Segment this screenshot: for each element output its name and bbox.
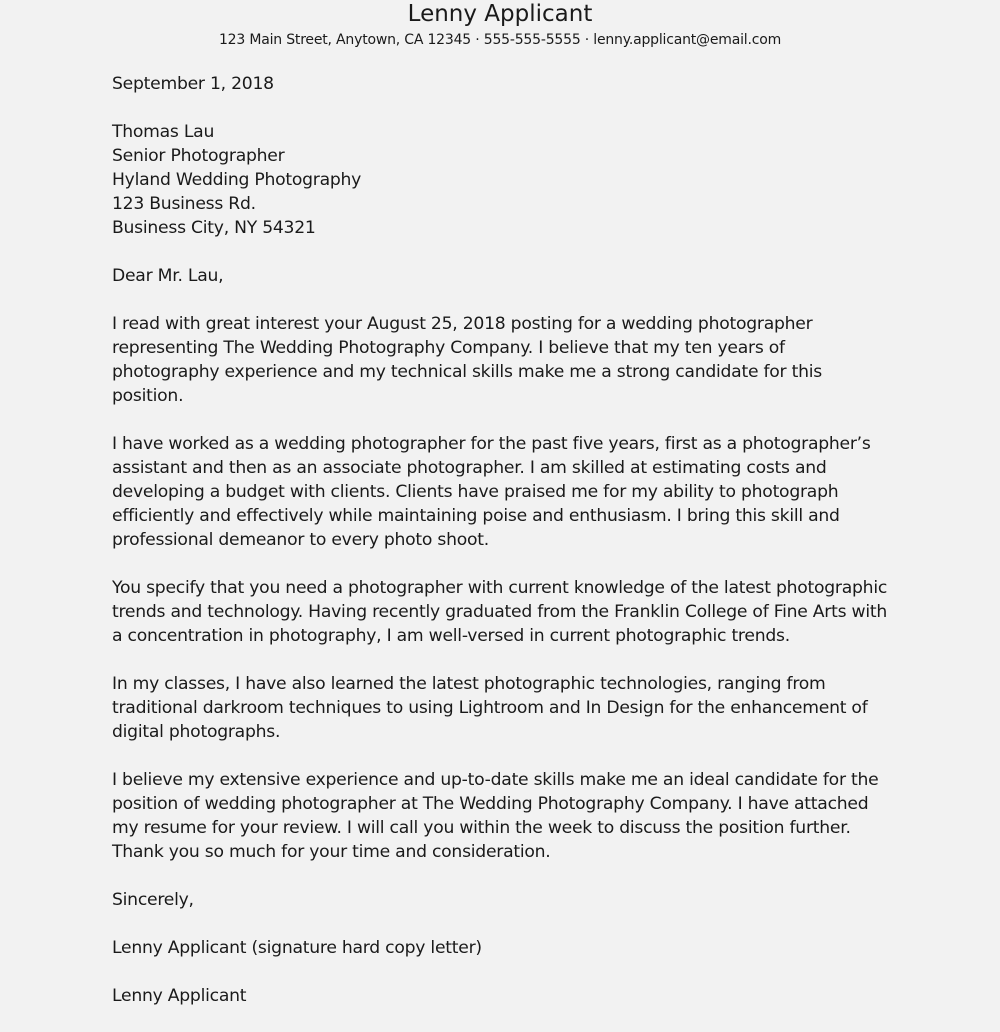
salutation: Dear Mr. Lau, xyxy=(112,266,224,286)
recipient-title: Senior Photographer xyxy=(112,146,285,166)
body-paragraph-2: I have worked as a wedding photographer for the past five years, first as a photographer’s assistant and then as an associate photographer. I am skilled at estimating costs and developing a budget with clients. Clients have praised me for my ability to photograph efficiently and effectively while maintaining poise and enthusiasm. I bring this skill and professional demeanor to every photo shoot. xyxy=(112,434,871,550)
typed-name: Lenny Applicant xyxy=(112,986,247,1006)
sender-name: Lenny Applicant xyxy=(407,1,593,27)
recipient-company: Hyland Wedding Photography xyxy=(112,170,362,190)
closing: Sincerely, xyxy=(112,890,194,910)
recipient-name: Thomas Lau xyxy=(112,122,215,142)
body-paragraph-5: I believe my extensive experience and up-to-date skills make me an ideal candidate for the position of wedding photographer at The Wedding Photography Company. I have attached my resume for your review. I will call you within the week to discuss the position further. Thank you so much for your time and consideration. xyxy=(112,770,879,862)
body-paragraph-4: In my classes, I have also learned the latest photographic technologies, ranging from traditional darkroom techniques to using Lightroom and In Design for the enhancement of digital photographs. xyxy=(112,674,868,742)
recipient-street: 123 Business Rd. xyxy=(112,194,256,214)
body-paragraph-1: I read with great interest your August 25, 2018 posting for a wedding photographer representing The Wedding Photography Company. I believe that my ten years of photography experience and my technical skills make me a strong candidate for this position. xyxy=(112,314,822,406)
signature-note: Lenny Applicant (signature hard copy letter) xyxy=(112,938,482,958)
body-paragraph-3: You specify that you need a photographer with current knowledge of the latest photographic trends and technology. Having recently graduated from the Franklin College of Fine Arts with a concentration in photography, I am well-versed in current photographic trends. xyxy=(112,578,888,646)
letter-body xyxy=(112,72,892,1032)
sender-contact-line: 123 Main Street, Anytown, CA 12345 · 555-555-5555 · lenny.applicant@email.com xyxy=(218,32,782,48)
letter-header xyxy=(0,0,1000,51)
recipient-address-block xyxy=(112,120,892,240)
letter-date: September 1, 2018 xyxy=(112,74,274,94)
recipient-city: Business City, NY 54321 xyxy=(112,218,316,238)
